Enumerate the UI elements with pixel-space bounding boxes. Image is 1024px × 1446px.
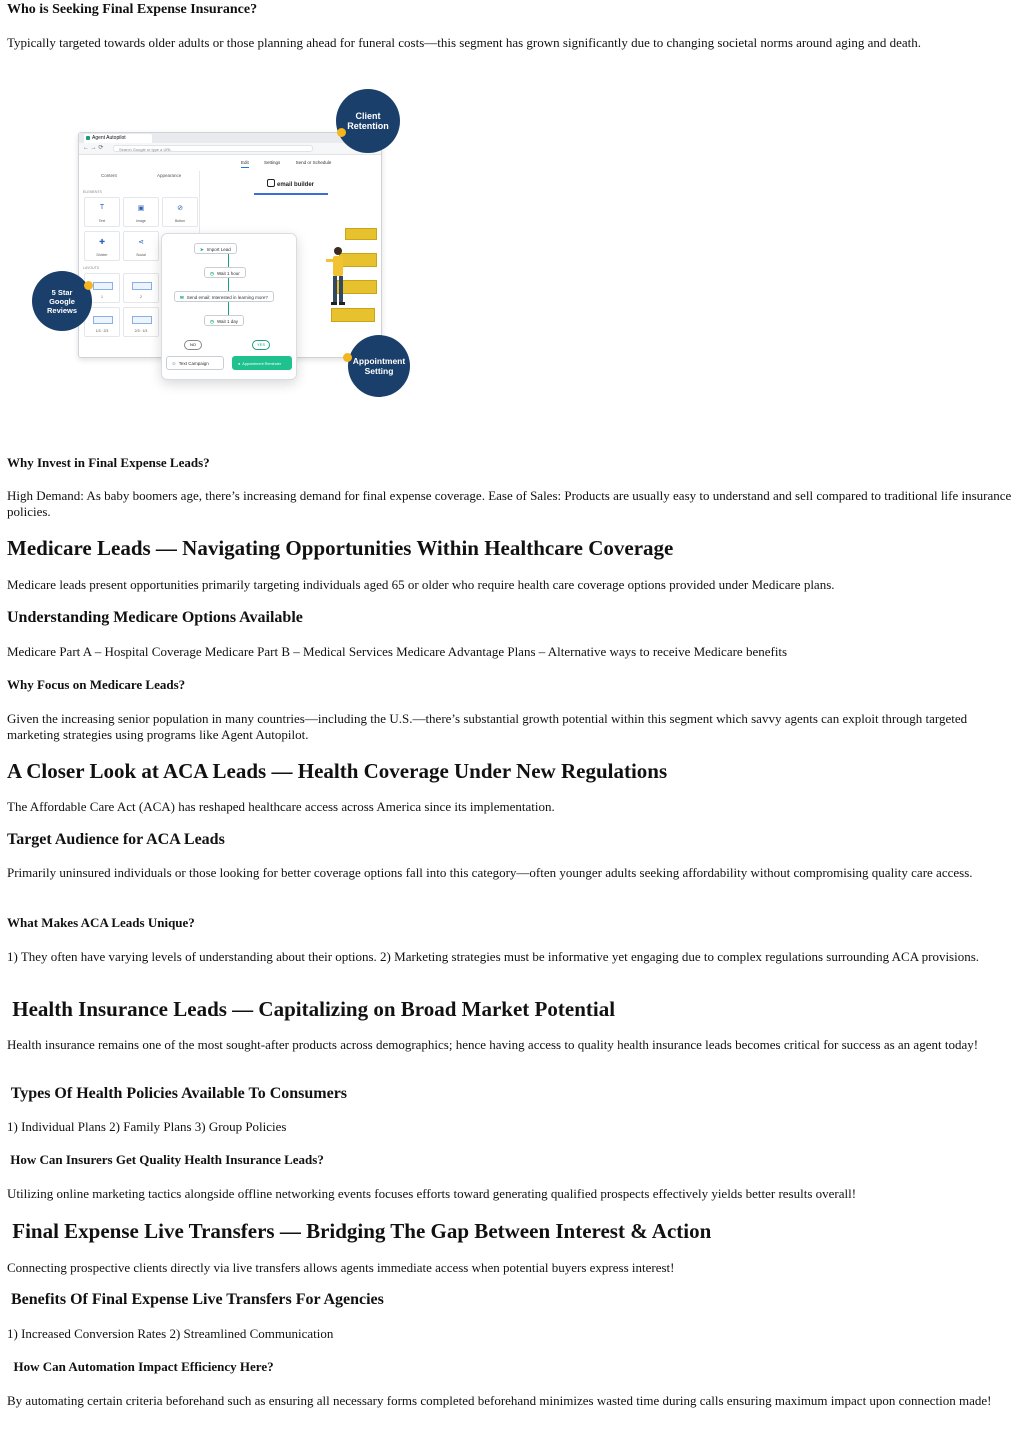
automation-heading: How Can Automation Impact Efficiency Here? [7,1359,274,1374]
tile-label: 2/3 : 1/3 [134,329,148,333]
flow-label: Wait 1 day [216,319,239,324]
badge-label: Client Retention [347,111,389,131]
layout-icon [93,316,113,324]
badge-label: 5 Star Google Reviews [46,287,78,315]
flow-no-pill: NO [184,340,202,350]
browser-nav-icons: ← → ⟳ [83,145,104,151]
clock-icon: ◷ [210,271,214,276]
automation-flow-card [161,233,297,380]
subtab-content: Content [101,173,117,178]
browser-tab-title: Agent Autopilot [92,135,126,141]
badge-label: Appointment Setting [352,356,406,376]
flow-connector [228,278,229,291]
flow-send-email [174,291,274,302]
client-retention-badge [336,89,400,153]
aca-audience-heading: Target Audience for ACA Leads [7,831,225,848]
health-text: Health insurance remains one of the most sought-after products across demographics; hence having access to quality health insurance leads becomes critical for success as an agent today! [7,1037,979,1052]
health-how-text: Utilizing online marketing tactics alongside offline networking events focuses efforts toward generating qualified prospects effectively yields better results overall! [7,1186,857,1201]
text-icon: T [99,204,105,211]
person-figure-icon [326,245,350,307]
email-builder-icon [267,179,275,187]
connector-dot [337,128,346,137]
tile-social [123,231,159,261]
editor-top-nav [241,160,345,165]
tile-label: Divider [96,253,108,257]
connector-dot [84,281,93,290]
email-icon: ✉ [180,295,184,300]
email-builder-text: email builder [277,182,315,188]
layout-icon [132,282,152,290]
divider-line [254,193,328,195]
tile-label: 1 [101,295,103,299]
flow-label: Wait 1 hour [216,271,240,276]
medicare-options-text: Medicare Part A – Hospital Coverage Medicare Part B – Medical Services Medicare Advantage Plans – Alternative ways to receive Medicare benefits [7,644,788,659]
medicare-text: Medicare leads present opportunities primarily targeting individuals aged 65 or older who require health care coverage options provided under Medicare plans. [7,577,835,592]
tile-label: 1/3 : 2/3 [95,329,109,333]
aca-unique-text: 1) They often have varying levels of understanding about their options. 2) Marketing strategies must be informative yet engaging due to complex regulations surrounding ACA provisions. [7,949,980,964]
flow-label: Text Campaign [178,361,209,366]
medicare-why-heading: Why Focus on Medicare Leads? [7,677,186,692]
flow-label: Send email: Interested in learning more? [186,295,268,300]
appointment-setting-badge [348,335,410,397]
aca-audience-text: Primarily uninsured individuals or those looking for better coverage options fall into this category—often younger adults seeking affordability without compromising quality care access. [7,865,973,880]
tile-text [84,197,120,227]
live-transfers-benefits-text: 1) Increased Conversion Rates 2) Streamlined Communication [7,1326,334,1341]
email-builder-logo [267,179,314,188]
why-final-expense-text: High Demand: As baby boomers age, there’s increasing demand for final expense coverage. Ease of Sales: Products are usually easy to understand and sell compared to traditional life insurance policies. [7,488,1012,519]
subtab-appearance: Appearance [157,173,182,178]
flow-connector [228,254,229,267]
nav-tab-settings: Settings [264,160,281,165]
flow-wait-2 [204,315,244,326]
tile-image [123,197,159,227]
flow-import-lead [194,243,237,254]
health-types-text: 1) Individual Plans 2) Family Plans 3) Group Policies [7,1119,287,1134]
tile-layout-4 [123,307,159,337]
cursor-icon: ➤ [200,247,204,252]
health-types-heading: Types Of Health Policies Available To Consumers [7,1085,348,1102]
google-reviews-badge [32,271,92,331]
nav-tab-send: Send or Schedule [295,160,332,165]
nav-tab-edit: Edit [241,160,249,168]
live-transfers-text: Connecting prospective clients directly via live transfers allows agents immediate access when potential buyers express interest! [7,1260,675,1275]
image-icon: ▣ [137,205,145,212]
why-final-expense-heading: Why Invest in Final Expense Leads? [7,455,210,470]
automation-text: By automating certain criteria beforehand such as ensuring all necessary forms completed beforehand minimizes wasted time during calls ensuring maximum impact upon connection made! [7,1393,992,1408]
tile-label: Image [136,219,146,223]
flow-yes-pill: YES [252,340,270,350]
sidebar-subtabs [79,171,199,180]
agent-autopilot-logo-icon [86,136,90,140]
flow-text-campaign [166,356,224,370]
tile-layout-2 [123,273,159,303]
layout-icon [93,282,113,290]
flow-label: Appointment Reminder [242,362,282,366]
elements-label: ELEMENTS [83,190,102,194]
tile-label: Social [136,253,146,257]
final-expense-who-text: Typically targeted towards older adults or those planning ahead for funeral costs—this segment has grown significantly due to changing societal norms around aging and death. [7,35,922,50]
tile-label: 2 [140,295,142,299]
browser-tab [84,134,152,143]
tile-divider [84,231,120,261]
browser-url-field: Search Google or type a URL [113,145,313,152]
link-icon: ⊘ [177,205,183,212]
share-icon: ⋖ [138,239,144,246]
divider-icon: ✚ [99,239,105,246]
aca-heading: A Closer Look at ACA Leads — Health Coverage Under New Regulations [7,759,668,783]
medicare-heading: Medicare Leads — Navigating Opportunities Within Healthcare Coverage [7,536,674,560]
health-how-heading: How Can Insurers Get Quality Health Insurance Leads? [7,1152,324,1167]
medicare-why-text: Given the increasing senior population in many countries—including the U.S.—there’s substantial growth potential within this segment which savvy agents can exploit through targeted marketing strategies using programs like Agent Autopilot. [7,711,968,742]
clock-icon: ◷ [210,319,214,324]
layout-icon [132,316,152,324]
tile-label: Button [174,219,186,223]
final-expense-who-heading: Who is Seeking Final Expense Insurance? [7,2,258,17]
connector-dot [343,353,352,362]
flow-wait-1 [204,267,246,278]
flow-label: Import Lead [206,247,231,252]
live-transfers-heading: Final Expense Live Transfers — Bridging The Gap Between Interest & Action [7,1219,712,1243]
tile-label: Text [98,219,106,223]
medicare-options-heading: Understanding Medicare Options Available [7,609,303,626]
live-transfers-benefits-heading: Benefits Of Final Expense Live Transfers For Agencies [7,1291,384,1308]
tile-button [162,197,198,227]
calendar-icon: ● [238,362,241,366]
aca-text: The Affordable Care Act (ACA) has reshaped healthcare access across America since its implementation. [7,799,555,814]
aca-unique-heading: What Makes ACA Leads Unique? [7,915,195,930]
check-circle-icon: ⊘ [172,361,176,366]
layouts-label: LAYOUTS [83,266,100,270]
address-bar [79,143,381,155]
health-heading: Health Insurance Leads — Capitalizing on Broad Market Potential [7,997,616,1021]
flow-appointment-reminder [232,356,292,370]
agent-autopilot-illustration [28,85,428,415]
flow-connector [228,302,229,315]
